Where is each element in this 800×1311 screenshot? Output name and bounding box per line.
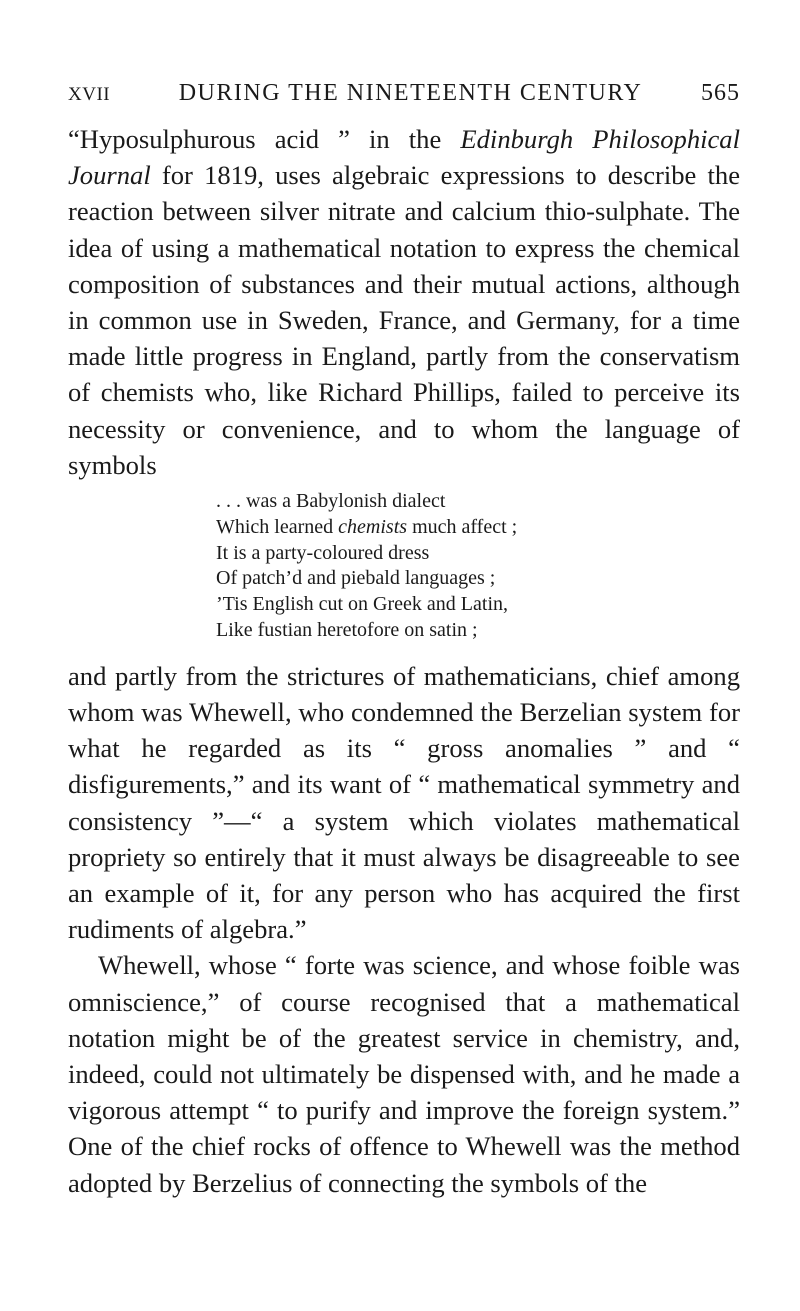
paragraph-2: and partly from the strictures of mathematicians, chief among whom was Whewell, who condemned the Berzelian system for what he regarded as its “ gross anomalies ” and “ disfigurements,” and its want of “ mathematical symmetry and consistency ”—“ a system which violates mathematical propriety so entirely that it must always be disagreeable to see an example of it, for any person who has acquired the first rudiments of algebra.” bbox=[68, 660, 740, 945]
running-title: DURING THE NINETEENTH CENTURY bbox=[178, 80, 643, 106]
verse-line-5: ’Tis English cut on Greek and Latin, bbox=[216, 593, 509, 616]
verse-quotation bbox=[216, 489, 740, 644]
paragraph-3: Whewell, whose “ forte was science, and whose foible was omniscience,” of course recognised that a mathematical notation might be of the greatest service in chemistry, and, indeed, could not ultimately be dispensed with, and he made a vigorous attempt “ to purify and improve the foreign system.” One of the chief rocks of offence to Whewell was the method adopted by Berzelius of connecting the symbols of the bbox=[68, 950, 740, 1198]
verse-line-3: It is a party-coloured dress bbox=[216, 541, 430, 564]
verse-line-4: Of patch’d and piebald languages ; bbox=[216, 567, 496, 590]
verse-line-1: . . . was a Babylonish dialect bbox=[216, 490, 446, 513]
paragraph-1-rest: for 1819, uses algebraic expressions to describe the reaction between silver nitrate and calcium thio-sulphate. The idea of using a mathematical notation to express the chemical composition of substances and their mutual actions, although in common use in Sweden, France, and Germany, for a time made little progress in England, partly from the conservatism of chemists who, like Richard Phillips, failed to perceive its necessity or convenience, and to whom the language of symbols bbox=[68, 160, 740, 480]
paragraph-1 bbox=[68, 121, 740, 483]
running-head bbox=[68, 80, 740, 107]
verse-italic-word: chemists bbox=[338, 515, 408, 538]
paragraph-1-start: “Hyposulphurous acid ” in the bbox=[68, 124, 461, 154]
journal-title: Edinburgh Philosophical Journal bbox=[68, 124, 740, 191]
verse-line-2-end: much affect ; bbox=[407, 515, 518, 538]
body-text bbox=[68, 121, 740, 1201]
verse-line-2-start: Which learned bbox=[216, 515, 339, 538]
verse-line-6: Like fustian heretofore on satin ; bbox=[216, 619, 478, 642]
page-number: 565 bbox=[701, 80, 740, 106]
chapter-number: XVII bbox=[68, 84, 111, 105]
verse-line-2 bbox=[216, 515, 740, 541]
